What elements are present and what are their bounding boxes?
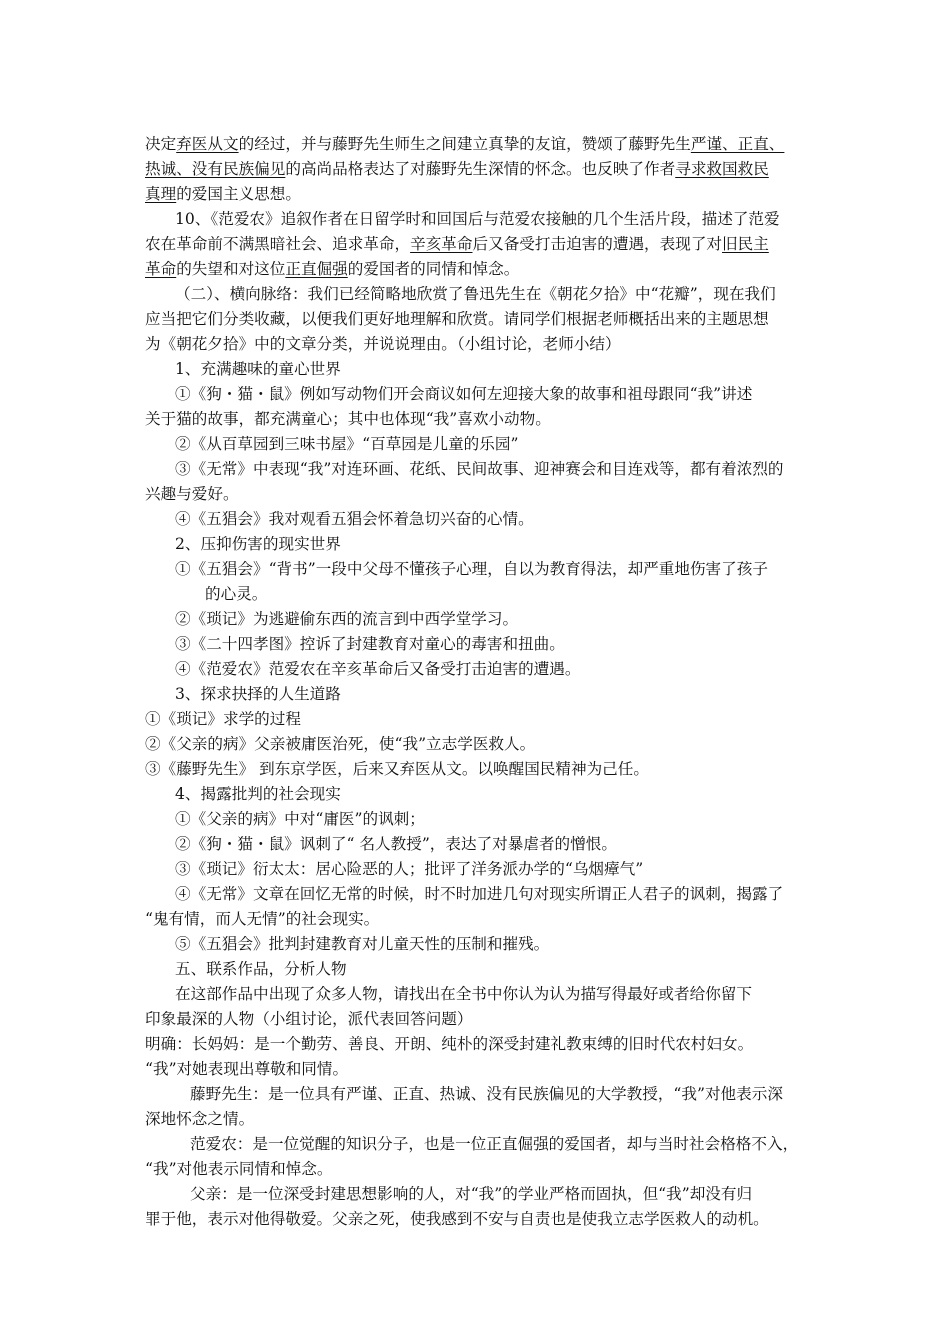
- text-run: 4、揭露批判的社会现实: [175, 785, 341, 803]
- text-run: ③《藤野先生》 到东京学医，后来又弃医从文。以唤醒国民精神为己任。: [145, 760, 649, 778]
- text-run: 五、联系作品，分析人物: [175, 960, 347, 978]
- text-line: [175, 809, 425, 829]
- text-line: [205, 584, 267, 604]
- text-line: [175, 209, 780, 229]
- text-line: [175, 284, 776, 304]
- text-line: [175, 384, 752, 404]
- text-run: “鬼有情，而人无情”的社会现实。: [145, 910, 380, 928]
- text-run: 关于猫的故事，都充满童心；其中也体现“我”喜欢小动物。: [145, 410, 551, 428]
- text-line: [175, 634, 565, 654]
- text-run: 的爱国主义思想。: [176, 185, 301, 203]
- text-line: [175, 884, 783, 904]
- text-run: 明确：长妈妈：是一个勤劳、善良、开朗、纯朴的深受封建礼教束缚的旧时代农村妇女。: [145, 1035, 754, 1053]
- text-run: 父亲：是一位深受封建思想影响的人，对“我”的学业严格而固执，但“我”却没有归: [190, 1185, 753, 1203]
- text-line: [175, 359, 341, 379]
- text-run: 的失望和对这位: [176, 260, 286, 278]
- text-run: 后又备受打击迫害的遭遇，表现了对: [472, 235, 723, 253]
- text-run: ④《五猖会》我对观看五猖会怀着急切兴奋的心情。: [175, 510, 534, 528]
- text-line: [145, 134, 784, 154]
- text-line: [175, 609, 518, 629]
- text-run: 3、探求抉择的人生道路: [175, 685, 341, 703]
- text-line: [175, 834, 617, 854]
- text-run: 决定: [145, 135, 177, 153]
- text-run: ②《从百草园到三味书屋》“百草园是儿童的乐园”: [175, 435, 519, 453]
- text-line: [175, 459, 784, 479]
- text-line: [145, 259, 519, 279]
- text-line: [175, 984, 752, 1004]
- text-line: [175, 934, 549, 954]
- text-run: ④《范爱农》范爱农在辛亥革命后又备受打击迫害的遭遇。: [175, 660, 581, 678]
- text-run: 1、充满趣味的童心世界: [175, 360, 341, 378]
- underlined-text: 辛亥革命: [410, 235, 473, 253]
- text-line: [175, 434, 518, 454]
- text-line: [145, 309, 769, 329]
- underlined-text: 严谨、正直、: [690, 135, 785, 153]
- underlined-text: 正直倔强: [285, 260, 348, 278]
- text-run: ②《父亲的病》父亲被庸医治死，使“我”立志学医救人。: [145, 735, 536, 753]
- text-line: [175, 684, 341, 704]
- text-run: ⑤《五猖会》批判封建教育对儿童天性的压制和摧残。: [175, 935, 550, 953]
- underlined-text: 革命: [145, 260, 177, 278]
- underlined-text: 弃医从文: [176, 135, 239, 153]
- text-run: ③《二十四孝图》控诉了封建教育对童心的毒害和扭曲。: [175, 635, 565, 653]
- text-run: ①《父亲的病》中对“庸医”的讽刺；: [175, 810, 425, 828]
- text-line: [145, 409, 551, 429]
- text-run: （二）、横向脉络：我们已经简略地欣赏了鲁迅先生在《朝花夕拾》中“花瓣”，现在我们: [175, 285, 776, 303]
- text-run: 深地怀念之情。: [145, 1110, 255, 1128]
- text-line: [175, 784, 341, 804]
- text-run: ④《无常》文章在回忆无常的时候，时不时加进几句对现实所谓正人君子的讽刺，揭露了: [175, 885, 784, 903]
- text-run: ①《琐记》求学的过程: [145, 710, 301, 728]
- text-line: [145, 484, 239, 504]
- text-line: [145, 759, 649, 779]
- text-line: [175, 534, 341, 554]
- text-line: [145, 159, 769, 179]
- text-run: 10、《范爱农》追叙作者在日留学时和回国后与范爱农接触的几个生活片段，描述了范爱: [175, 210, 780, 228]
- text-run: “我”对她表现出尊敬和同情。: [145, 1060, 349, 1078]
- text-run: ③《无常》中表现“我”对连环画、花纸、民间故事、迎神赛会和目连戏等，都有着浓烈的: [175, 460, 784, 478]
- text-run: “我”对他表示同情和悼念。: [145, 1160, 333, 1178]
- text-run: 农在革命前不满黑暗社会、追求革命，: [145, 235, 411, 253]
- text-run: 2、压抑伤害的现实世界: [175, 535, 341, 553]
- text-line: [175, 659, 580, 679]
- text-run: ②《狗・猫・鼠》讽刺了“ 名人教授”，表达了对暴虐者的憎恨。: [175, 835, 617, 853]
- text-line: [145, 1159, 332, 1179]
- text-run: 应当把它们分类收藏，以便我们更好地理解和欣赏。请同学们根据老师概括出来的主题思想: [145, 310, 769, 328]
- text-run: 为《朝花夕拾》中的文章分类，并说说理由。（小组讨论，老师小结）: [145, 335, 621, 353]
- text-line: [175, 509, 534, 529]
- text-line: [145, 909, 379, 929]
- underlined-text: 寻求救国救民: [675, 160, 769, 178]
- text-line: [175, 859, 643, 879]
- text-run: ②《琐记》为逃避偷东西的流言到中西学堂学习。: [175, 610, 519, 628]
- text-line: [145, 1059, 348, 1079]
- text-line: [145, 1009, 472, 1029]
- underlined-text: 热诚、没有民族偏见: [145, 160, 286, 178]
- text-run: 兴趣与爱好。: [145, 485, 239, 503]
- text-line: [145, 734, 535, 754]
- text-line: [190, 1084, 783, 1104]
- text-line: [190, 1184, 752, 1204]
- text-run: 在这部作品中出现了众多人物，请找出在全书中你认为认为描写得最好或者给你留下: [175, 985, 752, 1003]
- text-line: [190, 1134, 798, 1154]
- text-line: [175, 559, 768, 579]
- text-run: 印象最深的人物（小组讨论，派代表回答问题）: [145, 1010, 473, 1028]
- text-line: [145, 234, 769, 254]
- text-run: ①《狗・猫・鼠》例如写动物们开会商议如何左迎接大象的故事和祖母跟同“我”讲述: [175, 385, 753, 403]
- text-run: 的心灵。: [205, 585, 268, 603]
- text-line: [145, 334, 621, 354]
- text-line: [175, 959, 347, 979]
- text-run: 的经过，并与藤野先生师生之间建立真挚的友谊，赞颂了藤野先生: [238, 135, 691, 153]
- text-line: [145, 709, 301, 729]
- text-run: 范爱农：是一位觉醒的知识分子，也是一位正直倔强的爱国者，却与当时社会格格不入，: [190, 1135, 799, 1153]
- text-run: 罪于他，表示对他得敬爱。父亲之死，使我感到不安与自责也是使我立志学医救人的动机。: [145, 1210, 769, 1228]
- text-run: ③《琐记》衍太太：居心险恶的人；批评了洋务派办学的“乌烟瘴气”: [175, 860, 644, 878]
- text-line: [145, 184, 301, 204]
- text-run: ①《五猖会》“背书”一段中父母不懂孩子心理，自以为教育得法，却严重地伤害了孩子: [175, 560, 768, 578]
- text-run: 的爱国者的同情和悼念。: [347, 260, 520, 278]
- underlined-text: 真理: [145, 185, 177, 203]
- text-line: [145, 1034, 753, 1054]
- text-run: 藤野先生：是一位具有严谨、正直、热诚、没有民族偏见的大学教授，“我”对他表示深: [190, 1085, 783, 1103]
- underlined-text: 旧民主: [722, 235, 769, 253]
- text-line: [145, 1209, 769, 1229]
- text-run: 的高尚品格表达了对藤野先生深情的怀念。也反映了作者: [285, 160, 676, 178]
- text-line: [145, 1109, 254, 1129]
